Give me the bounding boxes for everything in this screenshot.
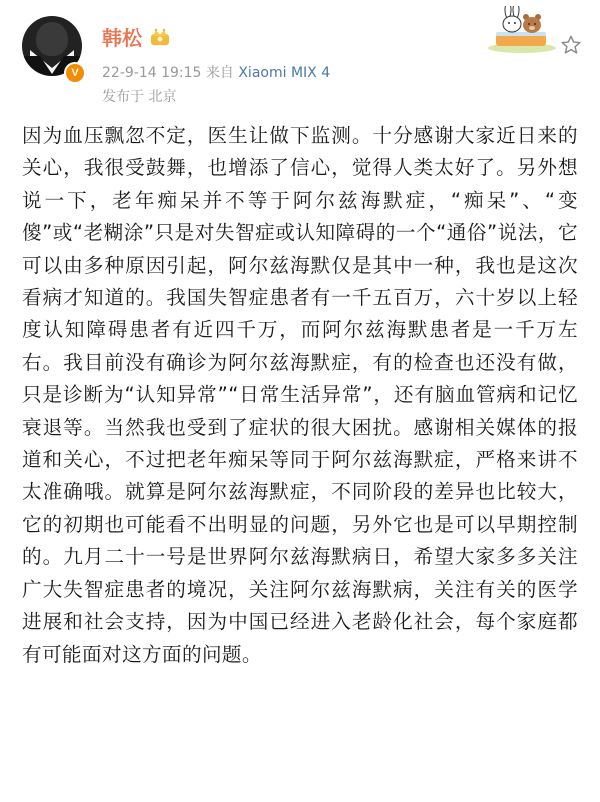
device-name[interactable]: Xiaomi MIX 4 — [238, 65, 331, 81]
star-icon[interactable] — [560, 34, 582, 56]
post-timestamp: 22-9-14 19:15 — [102, 65, 202, 81]
bunny-bear-sticker-icon — [486, 6, 558, 54]
verified-badge-icon: V — [64, 62, 86, 84]
post-header — [0, 0, 600, 118]
post-location: 发布于 北京 — [102, 89, 177, 105]
username[interactable]: 韩松 — [102, 26, 142, 50]
source-prefix: 来自 — [205, 65, 234, 81]
post-body: 因为血压飘忽不定，医生让做下监测。十分感谢大家近日来的关心，我很受鼓舞，也增添了信心，觉得人类太好了。另外想说一下，老年痴呆并不等于阿尔兹海默症，“痴呆”、“变傻”或“老糊涂”只是对失智症或认知障碍的一个“通俗”说法，它可以由多种原因引起，阿尔兹海默仅是其中一种，我也是这次看病才知道的。我国失智症患者有一千五百万，六十岁以上轻度认知障碍患者有近四千万，而阿尔兹海默患者是一千万左右。我目前没有确诊为阿尔兹海默症，有的检查也还没有做，只是诊断为“认知异常”“日常生活异常”，还有脑血管病和记忆衰退等。当然我也受到了症状的很大困扰。感谢相关媒体的报道和关心，不过把老年痴呆等同于阿尔兹海默症，严格来讲不太准确哦。就算是阿尔兹海默症，不同阶段的差异也比较大，它的初期也可能看不出明显的问题，另外它也是可以早期控制的。九月二十一号是世界阿尔兹海默病日，希望大家多多关注广大失智症患者的境况，关注阿尔兹海默病，关注有关的医学进展和社会支持，因为中国已经进入老龄化社会，每个家庭都有可能面对这方面的问题。 — [22, 124, 578, 666]
avatar-face — [36, 22, 68, 56]
crown-icon[interactable] — [150, 28, 170, 46]
post-meta — [102, 62, 330, 82]
